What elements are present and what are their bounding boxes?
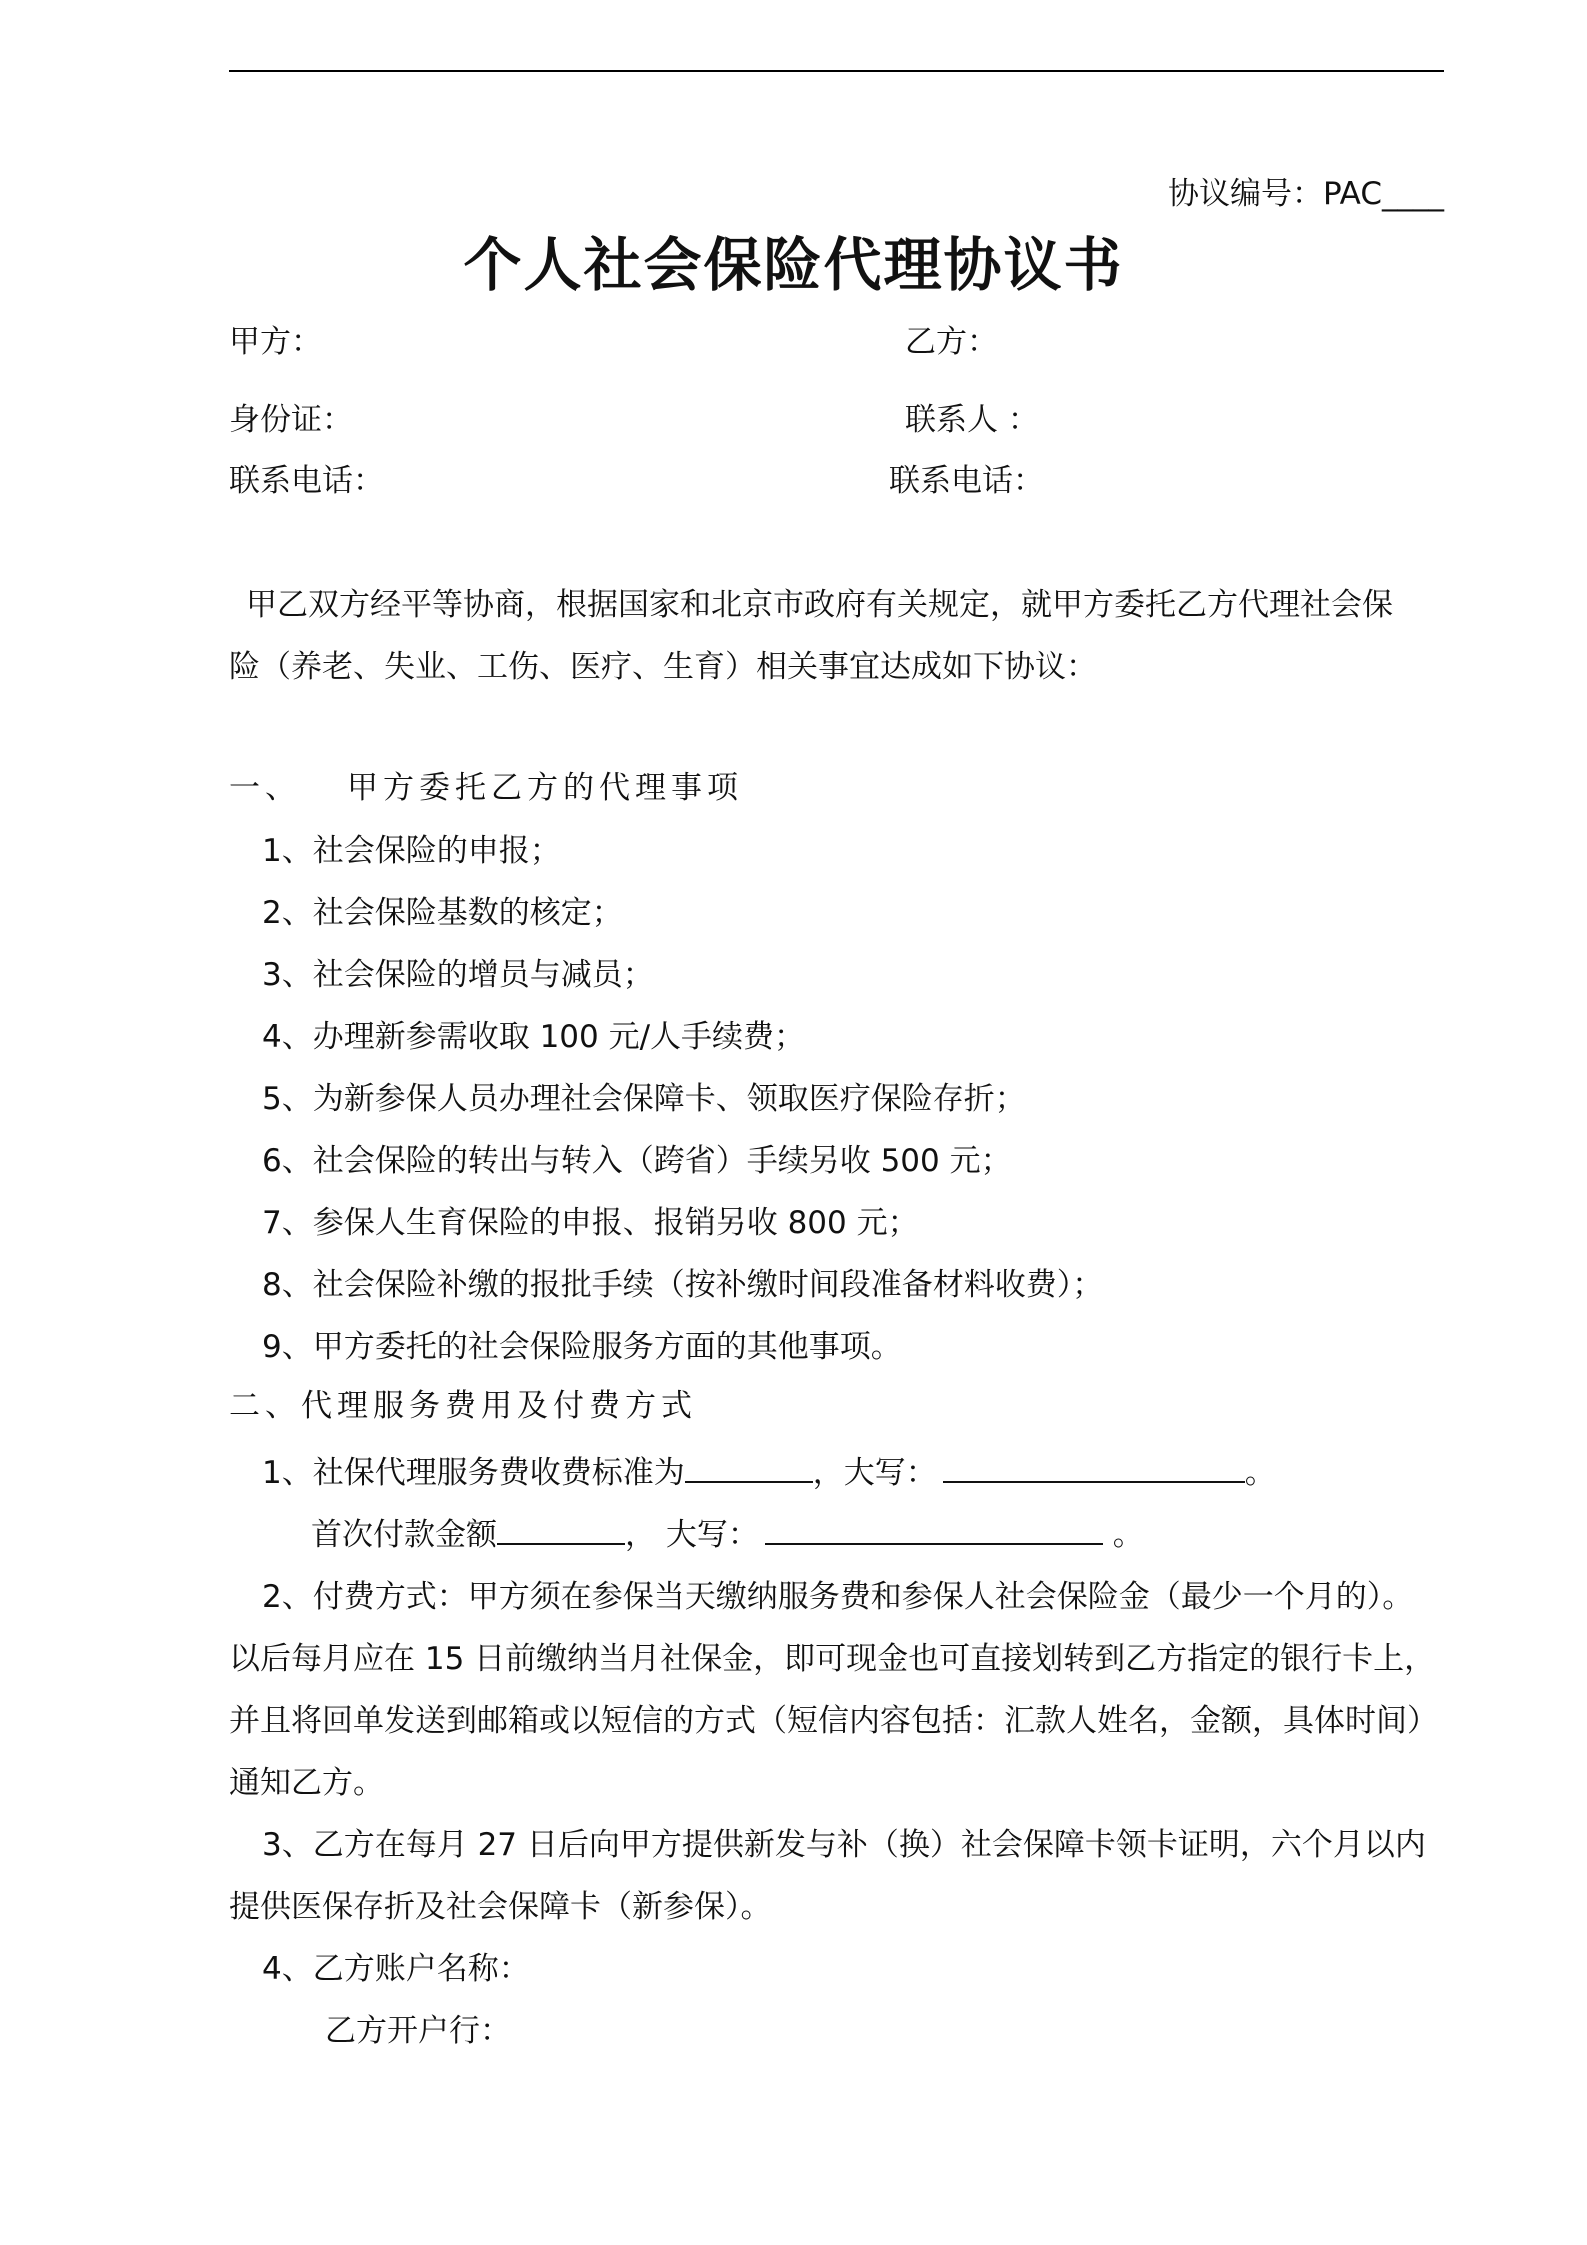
first-payment-label: 首次付款金额	[311, 1517, 497, 1553]
list-item: 7、参保人生育保险的申报、报销另收 800 元；	[262, 1205, 919, 1241]
list-item: 4、办理新参需收取 100 元/人手续费；	[262, 1019, 806, 1055]
first-payment-line	[311, 1513, 1144, 1555]
payment-line-2: 以后每月应在 15 日前缴纳当月社保金，即可现金也可直接划转到乙方指定的银行卡上，	[229, 1641, 1436, 1677]
payment-line-1: 2、付费方式：甲方须在参保当天缴纳服务费和参保人社会保险金（最少一个月的）。	[262, 1579, 1414, 1615]
payment-line-3: 并且将回单发送到邮箱或以短信的方式（短信内容包括：汇款人姓名，金额，具体时间）	[229, 1703, 1438, 1739]
section-1-title: 甲方委托乙方的代理事项	[347, 770, 743, 806]
contact-person-label: 联系人 ：	[905, 402, 1039, 438]
document-title: 个人社会保险代理协议书	[463, 231, 1124, 299]
fee-uppercase-label: ，大写：	[812, 1455, 937, 1491]
intro-line-2: 险（养老、失业、工伤、医疗、生育）相关事宜达成如下协议：	[229, 649, 1097, 685]
fee-standard-line	[262, 1451, 1276, 1493]
agreement-number: 协议编号：PAC____	[1167, 176, 1444, 212]
list-item: 3、社会保险的增员与减员；	[262, 957, 654, 993]
first-payment-blank	[497, 1513, 625, 1545]
first-payment-uppercase-blank	[765, 1513, 1103, 1545]
header-rule	[229, 70, 1444, 72]
list-item: 2、社会保险基数的核定；	[262, 895, 623, 931]
intro-line-1: 甲乙双方经平等协商，根据国家和北京市政府有关规定，就甲方委托乙方代理社会保	[246, 587, 1393, 623]
fee-standard-label: 1、社保代理服务费收费标准为	[262, 1455, 685, 1491]
bank-label: 乙方开户行：	[325, 2013, 511, 2049]
section-2-title: 二、代理服务费用及付费方式	[229, 1388, 697, 1424]
section-1-number: 一、	[229, 770, 301, 806]
fee-uppercase-blank	[943, 1451, 1245, 1483]
fee-amount-blank	[685, 1451, 813, 1483]
card-line-2: 提供医保存折及社会保障卡（新参保）。	[229, 1889, 772, 1925]
list-item: 6、社会保险的转出与转入（跨省）手续另收 500 元；	[262, 1143, 1012, 1179]
list-item: 1、社会保险的申报；	[262, 833, 561, 869]
fee-line-end: 。	[1244, 1455, 1276, 1491]
account-name-label: 4、乙方账户名称：	[262, 1951, 530, 1987]
phone-a-label: 联系电话：	[229, 463, 384, 499]
id-card-label: 身份证：	[229, 402, 353, 438]
list-item: 8、社会保险补缴的报批手续（按补缴时间段准备材料收费）；	[262, 1267, 1104, 1303]
list-item: 5、为新参保人员办理社会保障卡、领取医疗保险存折；	[262, 1081, 1026, 1117]
phone-b-label: 联系电话：	[889, 463, 1044, 499]
party-a-label: 甲方：	[229, 324, 322, 360]
first-payment-uppercase-label: ， 大写：	[625, 1517, 759, 1553]
list-item: 9、甲方委托的社会保险服务方面的其他事项。	[262, 1329, 902, 1365]
payment-line-4: 通知乙方。	[229, 1765, 384, 1801]
first-payment-line-end: 。	[1102, 1517, 1144, 1553]
card-line-1: 3、乙方在每月 27 日后向甲方提供新发与补（换）社会保障卡领卡证明，六个月以内	[262, 1827, 1426, 1863]
party-b-label: 乙方：	[905, 324, 998, 360]
